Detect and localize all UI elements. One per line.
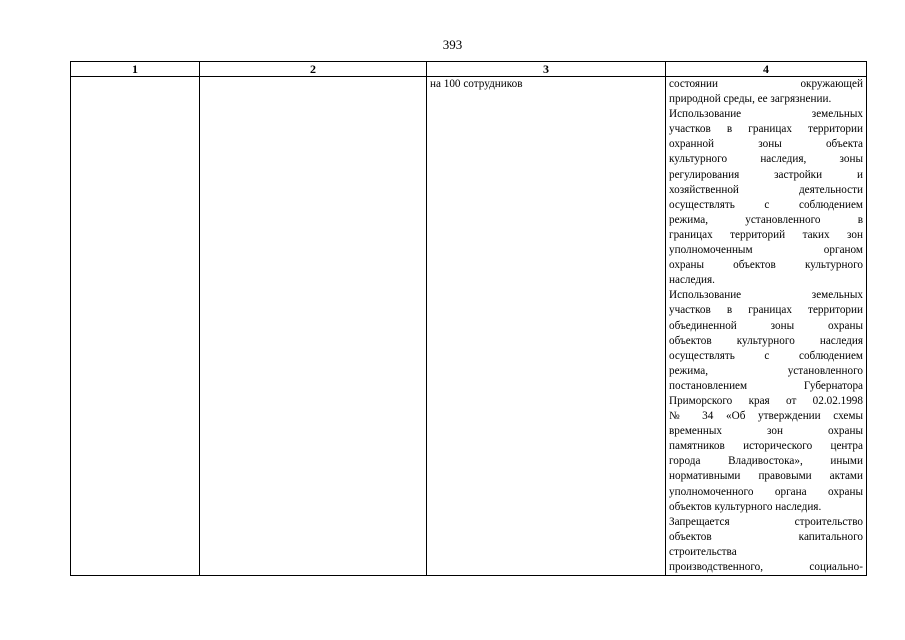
text-line: режима, установленного: [669, 364, 863, 377]
column-header-2: 2: [200, 62, 427, 77]
text-line: города Владивостока», иными: [669, 455, 863, 468]
text-line: Запрещается строительство: [669, 515, 863, 528]
text-line: временных зон охраны: [669, 425, 863, 438]
table-row: [71, 77, 867, 576]
cell-col3: на 100 сотрудников: [427, 77, 666, 576]
text-line: объектов капитального: [669, 530, 863, 543]
text-line: постановлением Губернатора: [669, 379, 863, 392]
text-line: участков в границах территории: [669, 304, 863, 317]
text-line: объектов культурного наследия: [669, 334, 863, 347]
text-line: культурного наследия, зоны: [669, 153, 863, 166]
text-line: природной среды, ее загрязнении.: [669, 93, 832, 106]
text-line: осуществлять с соблюдением: [669, 349, 863, 362]
text-line: Использование земельных: [669, 289, 863, 302]
text-line: объединенной зоны охраны: [669, 319, 863, 332]
text-line: состоянии окружающей: [669, 78, 863, 90]
text-line: охраны объектов культурного: [669, 259, 863, 272]
cell-col2: [200, 77, 427, 576]
text-line: строительства: [669, 545, 737, 558]
text-line: № 34 «Об утверждении схемы: [669, 410, 863, 423]
text-line: хозяйственной деятельности: [669, 183, 863, 196]
text-line: охранной зоны объекта: [669, 138, 863, 151]
text-line: Использование земельных: [669, 108, 863, 121]
column-header-3: 3: [427, 62, 666, 77]
text-line: наследия.: [669, 274, 715, 287]
text-line: уполномоченного органа охраны: [669, 485, 863, 498]
regulation-table: [70, 61, 867, 576]
table-header-row: [71, 62, 867, 77]
text-line: границах территорий таких зон: [669, 228, 863, 241]
text-line: регулирования застройки и: [669, 168, 863, 181]
text-line: участков в границах территории: [669, 123, 863, 136]
cell-col4: [666, 77, 867, 576]
text-line: уполномоченным органом: [669, 244, 863, 257]
page-number: 393: [442, 37, 463, 52]
text-line: Приморского края от 02.02.1998: [669, 394, 863, 407]
text-line: режима, установленного в: [669, 213, 863, 226]
text-line: памятников исторического центра: [669, 440, 863, 453]
text-line: объектов культурного наследия.: [669, 500, 822, 513]
column-header-4: 4: [666, 62, 867, 77]
text-line: производственного, социально-: [669, 561, 863, 573]
cell-col1: [71, 77, 200, 576]
column-header-1: 1: [71, 62, 200, 77]
text-line: осуществлять с соблюдением: [669, 198, 863, 211]
text-line: нормативными правовыми актами: [669, 470, 863, 483]
